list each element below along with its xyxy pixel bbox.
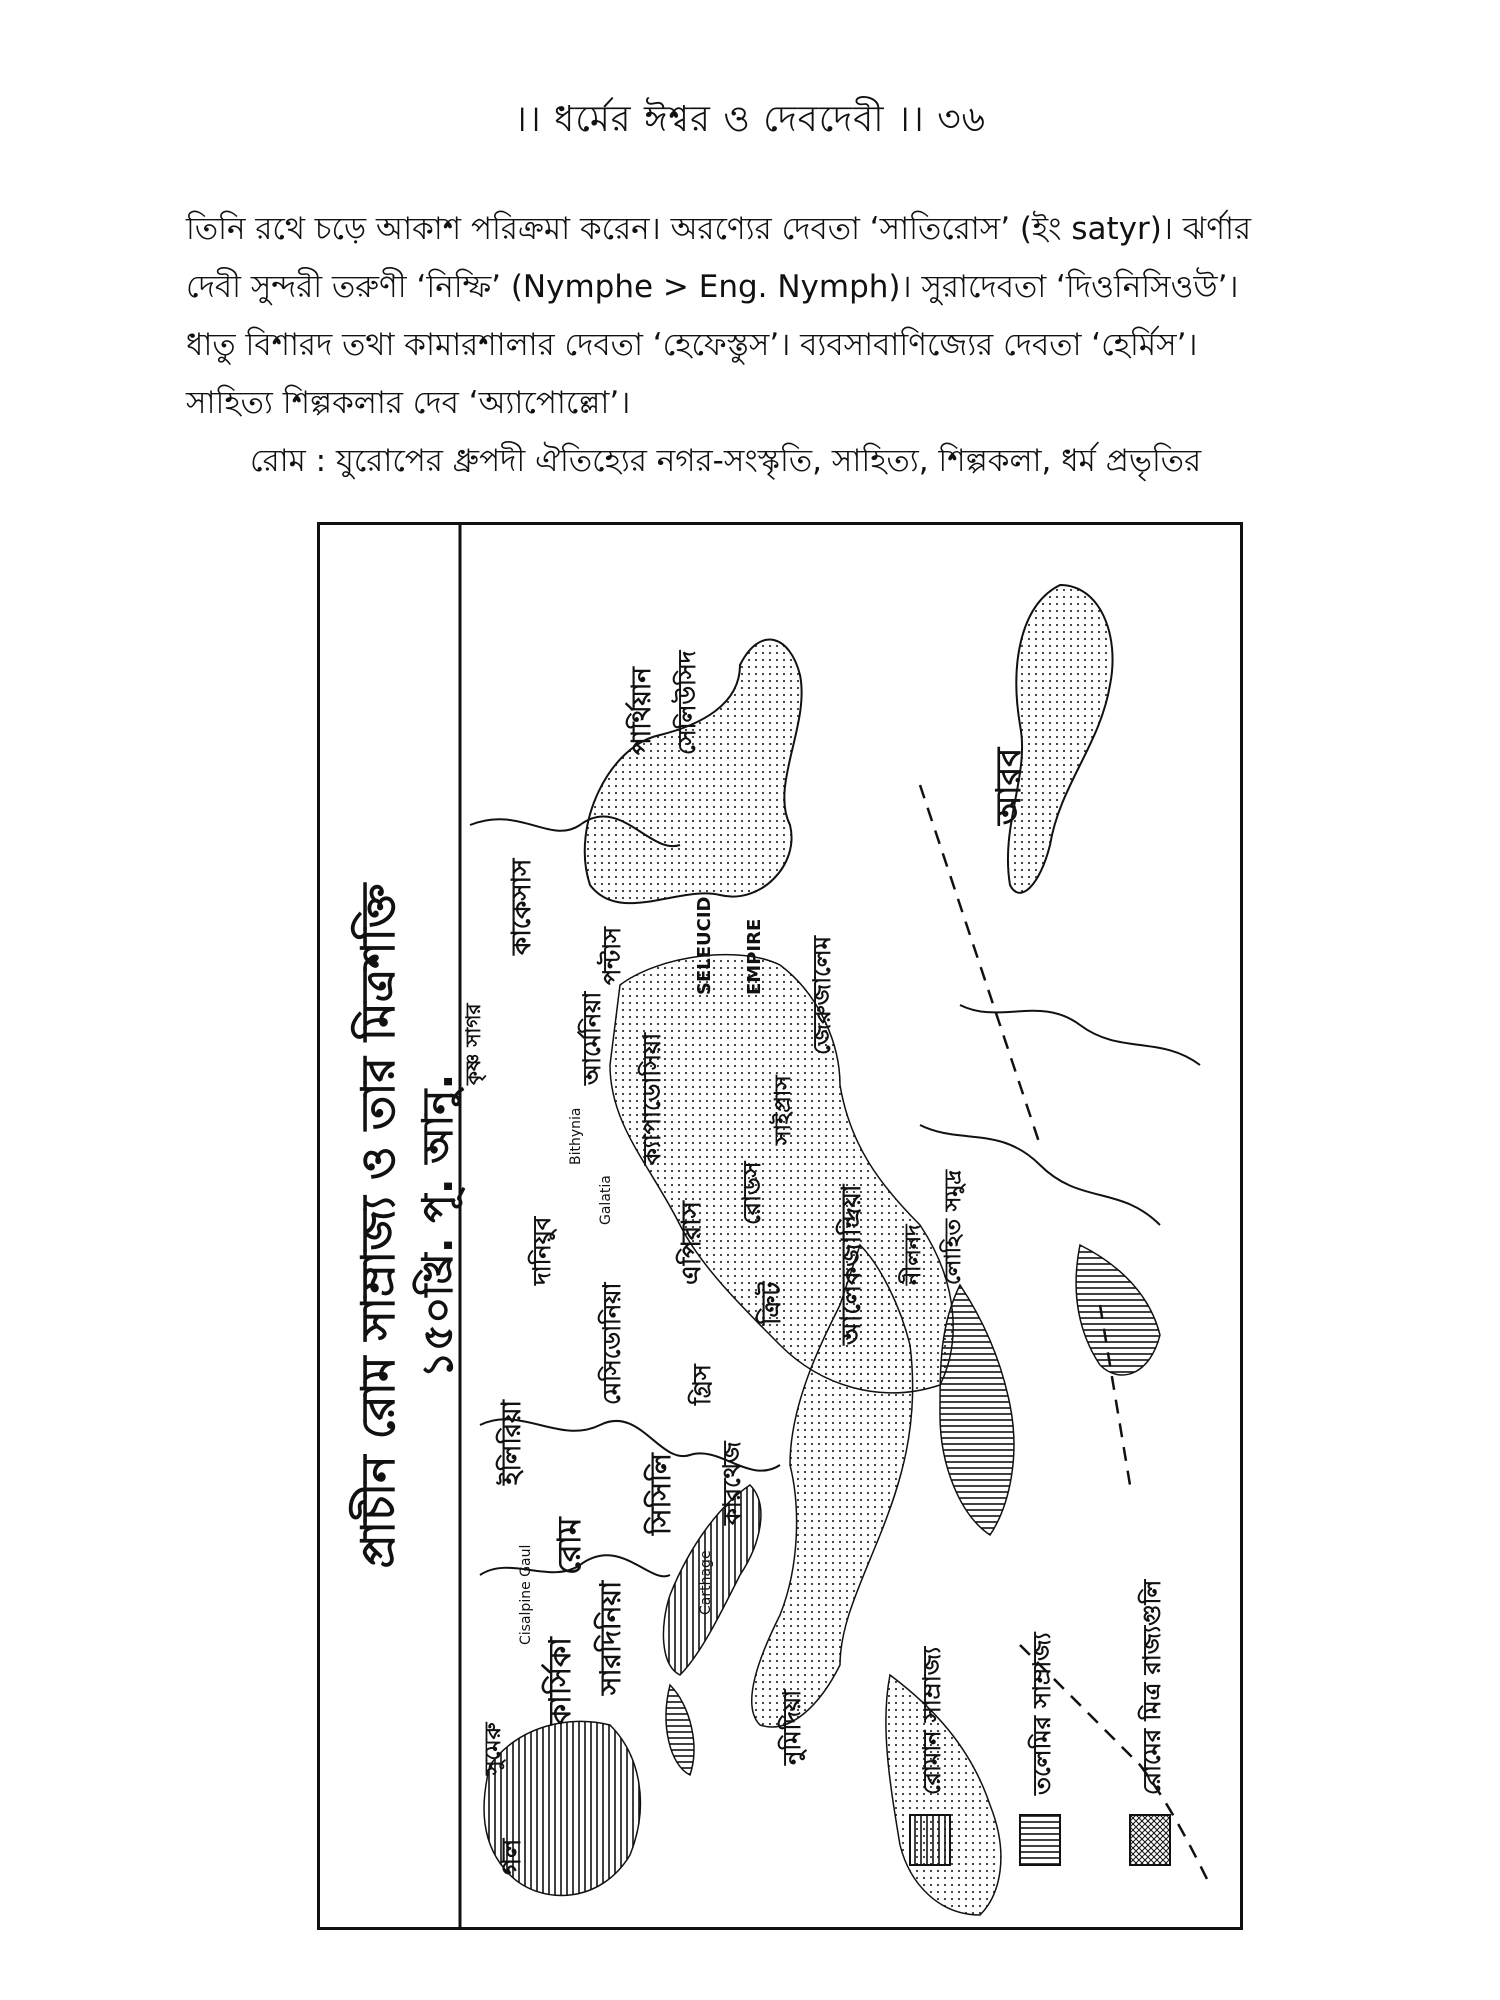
legend-label: রোমের মিত্র রাজ্যগুলি: [1138, 1579, 1166, 1795]
place-label: সুমেরু: [481, 1722, 506, 1775]
place-label: নুমিদিয়া: [778, 1689, 806, 1765]
page-header: ।। ধর্মের ঈশ্বর ও দেবদেবী ।। ৩৬: [513, 99, 987, 140]
place-label: রোডস: [738, 1161, 766, 1225]
place-label: আরব: [989, 747, 1029, 825]
place-label: ক্রিট: [757, 1281, 787, 1325]
place-label: EMPIRE: [744, 918, 765, 995]
place-label: Bithynia: [568, 1107, 584, 1165]
paragraph-line: তিনি রথে চড়ে আকাশ পরিক্রমা করেন। অরণ্যের দেবতা ‘সাতিরোস’ (ইং satyr)। ঝর্ণার: [186, 211, 1252, 247]
place-label: গ্রিস: [688, 1364, 716, 1405]
place-label: মেসিডোনিয়া: [598, 1282, 626, 1405]
legend-swatch-ptolemaic: [1020, 1815, 1060, 1865]
place-label: কারথেজ: [718, 1441, 746, 1525]
paragraph-2: [250, 432, 1316, 490]
legend-swatch-roman: [910, 1815, 950, 1865]
map-figure: [320, 525, 1240, 1927]
place-label: সারদিনিয়া: [594, 1580, 627, 1695]
legend-label: রোমান সাম্রাজ্য: [918, 1646, 946, 1795]
paragraph-line: সাহিত্য শিল্পকলার দেব ‘অ্যাপোল্লো’।: [186, 385, 631, 421]
place-label: গল: [497, 1838, 527, 1875]
paragraph-line: রোম : যুরোপের ধ্রুপদী ঐতিহ্যের নগর-সংস্কৃতি, সাহিত্য, শিল্পকলা, ধর্ম প্রভৃতির: [250, 443, 1202, 479]
place-label: রোম: [550, 1517, 588, 1575]
map-subtitle: ১৫০খ্রি. পূ. আনু.: [413, 1073, 462, 1379]
place-label: এপিরাস: [677, 1201, 707, 1285]
legend-swatch-allies: [1130, 1815, 1170, 1865]
place-label: পন্টাস: [598, 927, 626, 985]
historical-map: [317, 522, 1243, 1930]
paragraph-line: ধাতু বিশারদ তথা কামারশালার দেবতা ‘হেফেস্তুস’। ব্যবসাবাণিজ্যের দেবতা ‘হের্মিস’।: [186, 327, 1198, 363]
legend-label: তলেমির সাম্রাজ্য: [1028, 1632, 1056, 1795]
place-label: জেরুজালেম: [808, 936, 836, 1055]
paragraph-1: [186, 200, 1316, 432]
place-label: কৃষ্ণ সাগর: [461, 1003, 485, 1085]
map-title: প্রাচীন রোম সাম্রাজ্য ও তার মিত্রশক্তি: [351, 883, 405, 1569]
roman-region: [666, 1685, 694, 1775]
place-label: Carthage: [698, 1550, 714, 1615]
place-label: Galatia: [598, 1175, 614, 1225]
place-label: দানিয়ুব: [528, 1216, 556, 1285]
place-label: আলেকজান্দ্রিয়া: [837, 1184, 867, 1345]
place-label: কাকেসাস: [507, 858, 537, 955]
place-label: কার্সিকা: [543, 1637, 578, 1725]
place-label: সেলিউসিদ: [673, 650, 701, 755]
place-label: সাইপ্রাস: [771, 1075, 796, 1145]
place-label: ইলিরিয়া: [497, 1400, 527, 1485]
place-label: Cisalpine Gaul: [518, 1544, 534, 1645]
place-label: নীলনদ: [901, 1224, 926, 1285]
sea-shape: [1008, 585, 1113, 893]
place-label: SELEUCID: [694, 896, 715, 995]
place-label: ক্যাপাডোসিয়া: [638, 1032, 666, 1165]
place-label: পার্থিয়ান: [627, 667, 657, 755]
ptolemaic-region: [1076, 1245, 1160, 1375]
ptolemaic-region: [940, 1285, 1014, 1535]
place-label: সিসিলি: [644, 1453, 677, 1535]
paragraph-line: দেবী সুন্দরী তরুণী ‘নিম্ফি’ (Nymphe > Eng. Nymph)। সুরাদেবতা ‘দিওনিসিওউ’।: [186, 269, 1239, 305]
place-label: আর্মেনিয়া: [578, 991, 606, 1085]
place-label: লোহিত সমুদ্র: [941, 1169, 966, 1285]
